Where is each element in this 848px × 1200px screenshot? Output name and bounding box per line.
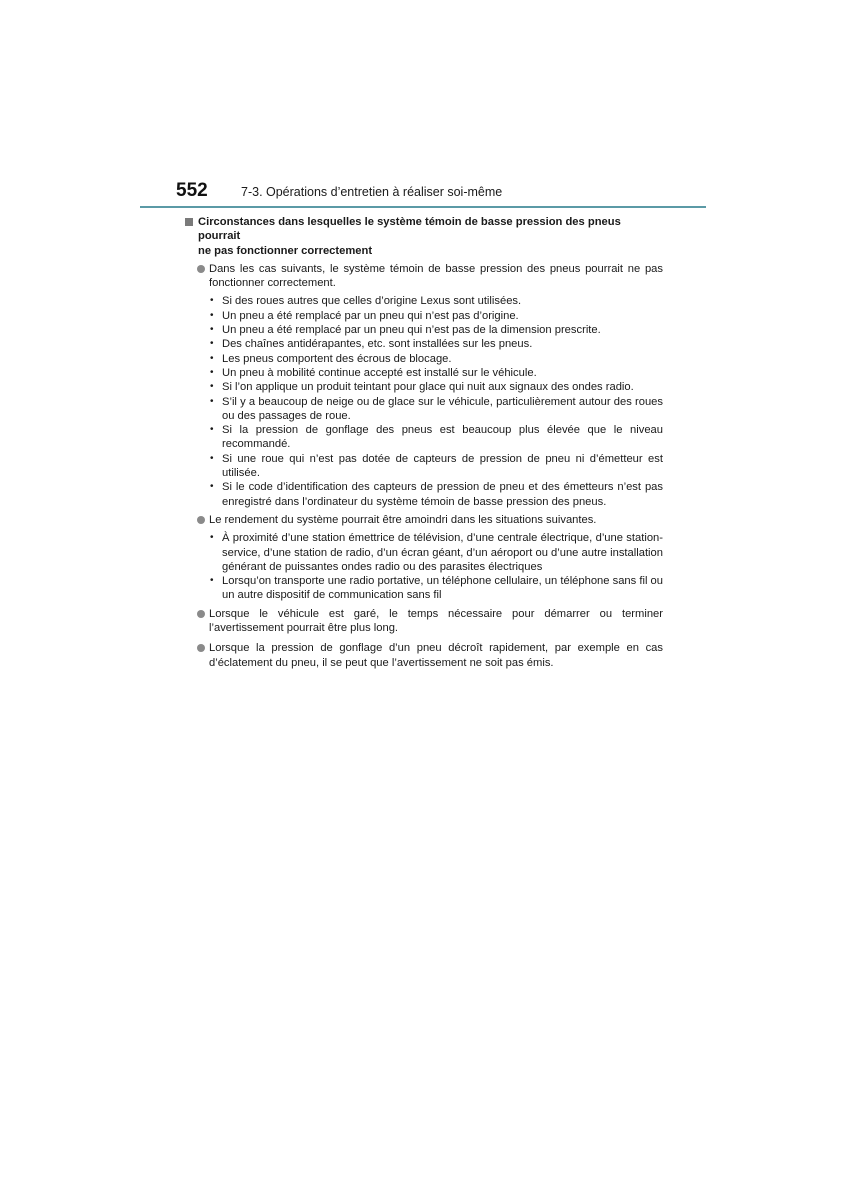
page-number: 552	[176, 180, 208, 201]
bullet-icon: •	[210, 424, 214, 436]
bullet-icon: •	[210, 295, 214, 307]
bullet-icon: •	[210, 309, 214, 321]
header-rule	[140, 206, 706, 208]
round-bullet-icon	[197, 610, 205, 618]
list-item-text: Lorsqu’on transporte une radio portative, un téléphone cellulaire, un téléphone sans fil ou un autre dispositif de communication sans fil	[222, 575, 663, 602]
list-item-text: Si des roues autres que celles d’origine Lexus sont utilisées.	[222, 295, 522, 308]
sub-list	[185, 531, 663, 602]
list-item-text: Un pneu a été remplacé par un pneu qui n’est pas de la dimension prescrite.	[222, 324, 601, 337]
list-item-text: Si l’on applique un produit teintant pour glace qui nuit aux signaux des ondes radio.	[222, 381, 634, 394]
paragraph-text: Le rendement du système pourrait être amoindri dans les situations suivantes.	[209, 513, 597, 526]
paragraph-text: Lorsque le véhicule est garé, le temps nécessaire pour démarrer ou terminer l’avertissement pourrait être plus long.	[209, 607, 663, 635]
paragraph	[185, 262, 663, 291]
section-title: 7-3. Opérations d’entretien à réaliser soi-même	[241, 185, 503, 199]
list-item	[185, 352, 663, 366]
paragraph	[185, 513, 663, 527]
bullet-icon: •	[210, 366, 214, 378]
square-bullet-icon	[185, 218, 193, 226]
list-item	[185, 423, 663, 452]
round-bullet-icon	[197, 265, 205, 273]
bullet-icon: •	[210, 395, 214, 407]
list-item-text: À proximité d’une station émettrice de télévision, d’une centrale électrique, d’une station-service, d’une station de radio, d’un écran géant, d’un aéroport ou d’une autre installation générant de puissantes ondes radio ou des parasites électriques	[222, 532, 663, 573]
list-item	[185, 309, 663, 323]
list-item-text: Si la pression de gonflage des pneus est beaucoup plus élevée que le niveau recommandé.	[222, 424, 663, 451]
list-item-text: Des chaînes antidérapantes, etc. sont installées sur les pneus.	[222, 338, 533, 351]
list-item-text: Si le code d’identification des capteurs de pression de pneu et des émetteurs n’est pas enregistré dans l’ordinateur du système témoin de basse pression des pneus.	[222, 481, 663, 508]
heading-line-1: Circonstances dans lesquelles le système témoin de basse pression des pneus pourrait	[198, 216, 621, 243]
page-header	[172, 180, 706, 208]
bullet-icon: •	[210, 352, 214, 364]
list-item-text: S’il y a beaucoup de neige ou de glace sur le véhicule, particulièrement autour des roues ou des passages de roue.	[222, 395, 663, 422]
list-item-text: Les pneus comportent des écrous de blocage.	[222, 352, 452, 365]
list-item	[185, 366, 663, 380]
bullet-icon: •	[210, 381, 214, 393]
list-item	[185, 323, 663, 337]
bullet-icon: •	[210, 575, 214, 587]
round-bullet-icon	[197, 516, 205, 524]
list-item	[185, 452, 663, 481]
list-item-text: Un pneu à mobilité continue accepté est installé sur le véhicule.	[222, 366, 537, 379]
bullet-icon: •	[210, 481, 214, 493]
list-item	[185, 380, 663, 394]
round-bullet-icon	[197, 644, 205, 652]
main-content	[185, 215, 663, 670]
list-item-text: Si une roue qui n’est pas dotée de capteurs de pression de pneu ni d’émetteur est utilisée.	[222, 452, 663, 480]
bullet-icon: •	[210, 324, 214, 336]
list-item-text: Un pneu a été remplacé par un pneu qui n’est pas d’origine.	[222, 309, 519, 322]
bullet-icon: •	[210, 532, 214, 544]
bullet-icon: •	[210, 452, 214, 464]
section-heading	[185, 215, 663, 258]
list-item	[185, 480, 663, 509]
list-item	[185, 395, 663, 424]
bullet-icon: •	[210, 338, 214, 350]
list-item	[185, 574, 663, 603]
heading-line-2: ne pas fonctionner correctement	[198, 244, 373, 257]
list-item	[185, 294, 663, 308]
list-item	[185, 531, 663, 574]
paragraph	[185, 607, 663, 636]
paragraph-text: Lorsque la pression de gonflage d’un pneu décroît rapidement, par exemple en cas d’éclatement du pneu, il se peut que l’avertissement ne soit pas émis.	[209, 642, 663, 669]
paragraph	[185, 641, 663, 670]
list-item	[185, 337, 663, 351]
paragraph-text: Dans les cas suivants, le système témoin de basse pression des pneus pourrait ne pas fonctionner correctement.	[209, 262, 663, 290]
sub-list	[185, 294, 663, 508]
